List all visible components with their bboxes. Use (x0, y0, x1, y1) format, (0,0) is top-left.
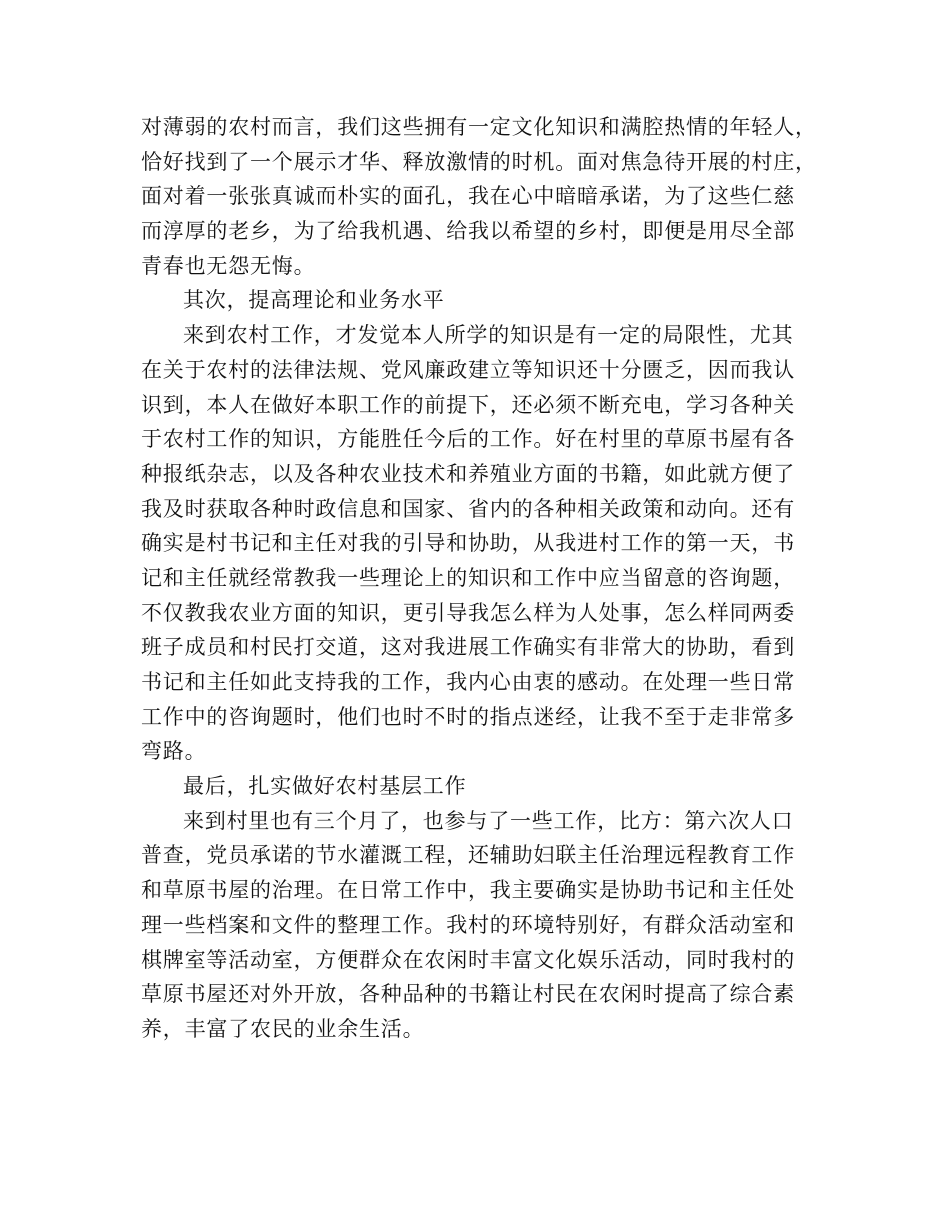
text-line: 我及时获取各种时政信息和国家、省内的各种相关政策和动向。还有 (141, 496, 795, 521)
text-line: 识到，本人在做好本职工作的前提下，还必须不断充电，学习各种关 (141, 392, 795, 417)
text-line: 理一些档案和文件的整理工作。我村的环境特别好，有群众活动室和 (141, 912, 795, 937)
text-line: 青春也无怨无悔。 (141, 253, 316, 278)
text-line: 和草原书屋的治理。在日常工作中，我主要确实是协助书记和主任处 (141, 878, 795, 903)
paragraph-start-line: 其次，提高理论和业务水平 (183, 288, 445, 313)
text-line: 弯路。 (141, 739, 207, 764)
text-line: 班子成员和村民打交道，这对我进展工作确实有非常大的协助，看到 (141, 635, 795, 660)
text-line: 养，丰富了农民的业余生活。 (141, 1016, 425, 1041)
text-line: 面对着一张张真诚而朴实的面孔，我在心中暗暗承诺，为了这些仁慈 (141, 184, 795, 209)
text-line: 普查，党员承诺的节水灌溉工程，还辅助妇联主任治理远程教育工作 (141, 843, 795, 868)
text-line: 对薄弱的农村而言，我们这些拥有一定文化知识和满腔热情的年轻人， (141, 115, 817, 139)
paragraph-start-line: 来到农村工作，才发觉本人所学的知识是有一定的局限性，尤其 (183, 323, 794, 348)
text-line: 确实是村书记和主任对我的引导和协助，从我进村工作的第一天，书 (141, 531, 795, 556)
text-line: 而淳厚的老乡，为了给我机遇、给我以希望的乡村，即便是用尽全部 (141, 219, 795, 244)
text-line: 不仅教我农业方面的知识，更引导我怎么样为人处事，怎么样同两委 (141, 600, 795, 625)
paragraph-start-line: 来到村里也有三个月了，也参与了一些工作，比方：第六次人口 (183, 808, 794, 833)
text-line: 恰好找到了一个展示才华、释放激情的时机。面对焦急待开展的村庄， (141, 149, 817, 174)
text-line: 记和主任就经常教我一些理论上的知识和工作中应当留意的咨询题， (141, 565, 795, 590)
text-line: 工作中的咨询题时，他们也时不时的指点迷经，让我不至于走非常多 (141, 704, 795, 729)
text-line: 棋牌室等活动室，方便群众在农闲时丰富文化娱乐活动，同时我村的 (141, 947, 795, 972)
document-body (141, 110, 817, 1047)
text-line: 于农村工作的知识，方能胜任今后的工作。好在村里的草原书屋有各 (141, 427, 795, 452)
text-line: 在关于农村的法律法规、党风廉政建立等知识还十分匮乏，因而我认 (141, 357, 795, 382)
paragraph-start-line: 最后，扎实做好农村基层工作 (183, 774, 467, 799)
text-line: 种报纸杂志，以及各种农业技术和养殖业方面的书籍，如此就方便了 (141, 461, 795, 486)
text-line: 书记和主任如此支持我的工作，我内心由衷的感动。在处理一些日常 (141, 670, 795, 694)
text-line: 草原书屋还对外开放，各种品种的书籍让村民在农闲时提高了综合素 (141, 982, 795, 1007)
